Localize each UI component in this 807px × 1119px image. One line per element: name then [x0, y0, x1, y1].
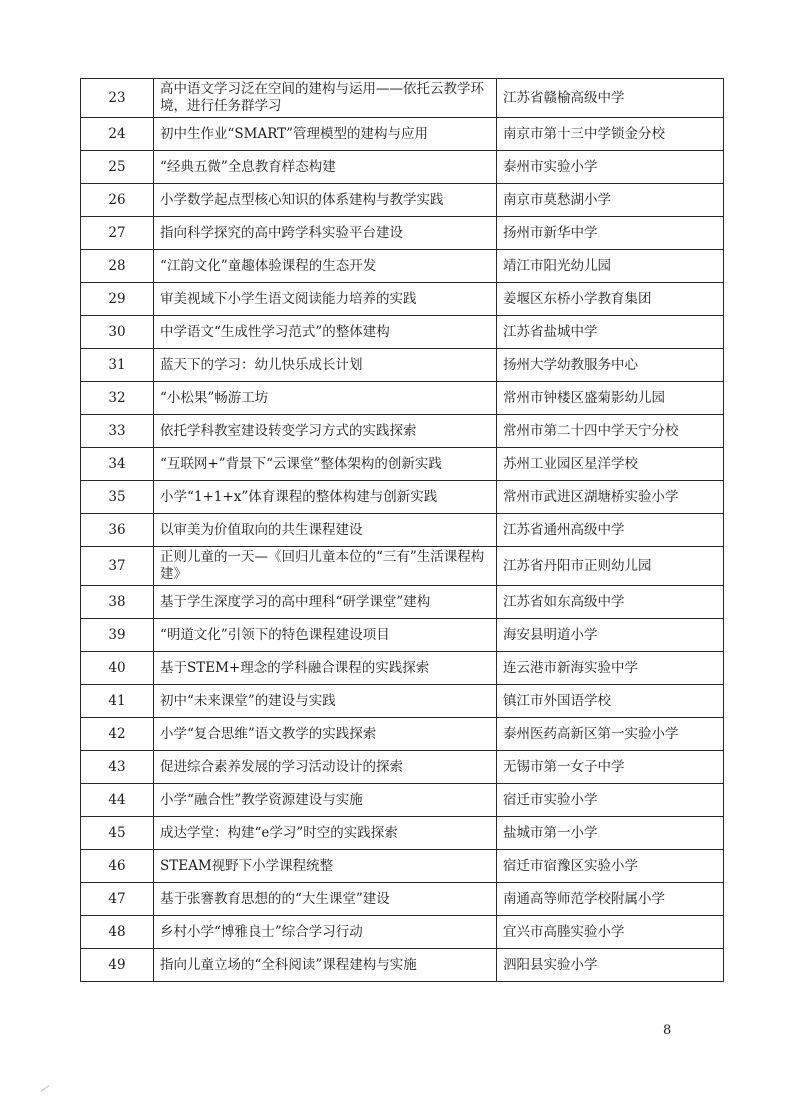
table-row [81, 448, 724, 481]
project-title: 审美视域下小学生语文阅读能力培养的实践 [154, 283, 497, 316]
project-list-table [80, 78, 724, 982]
school-name: 江苏省赣榆高级中学 [497, 79, 724, 118]
table-row [81, 184, 724, 217]
table-row [81, 217, 724, 250]
school-name: 泰州市实验小学 [497, 151, 724, 184]
school-name: 宜兴市高塍实验小学 [497, 916, 724, 949]
school-name: 常州市钟楼区盛菊影幼儿园 [497, 382, 724, 415]
school-name: 苏州工业园区星洋学校 [497, 448, 724, 481]
page-number: 8 [663, 1023, 672, 1038]
row-number: 28 [81, 250, 154, 283]
project-title: 基于STEM+理念的学科融合课程的实践探索 [154, 652, 497, 685]
table-row [81, 79, 724, 118]
row-number: 36 [81, 514, 154, 547]
table-row [81, 250, 724, 283]
table-row [81, 283, 724, 316]
table-row [81, 817, 724, 850]
project-title: 小学“融合性”教学资源建设与实施 [154, 784, 497, 817]
table-row [81, 514, 724, 547]
table-row [81, 586, 724, 619]
row-number: 38 [81, 586, 154, 619]
table-row [81, 481, 724, 514]
row-number: 48 [81, 916, 154, 949]
row-number: 31 [81, 349, 154, 382]
project-title: 正则儿童的一天—《回归儿童本位的“三有”生活课程构建》 [154, 547, 497, 586]
table-row [81, 652, 724, 685]
row-number: 40 [81, 652, 154, 685]
table-row [81, 916, 724, 949]
table-row [81, 883, 724, 916]
school-name: 江苏省通州高级中学 [497, 514, 724, 547]
row-number: 39 [81, 619, 154, 652]
row-number: 34 [81, 448, 154, 481]
school-name: 宿迁市宿豫区实验小学 [497, 850, 724, 883]
school-name: 江苏省如东高级中学 [497, 586, 724, 619]
table-row [81, 619, 724, 652]
row-number: 47 [81, 883, 154, 916]
school-name: 海安县明道小学 [497, 619, 724, 652]
school-name: 无锡市第一女子中学 [497, 751, 724, 784]
row-number: 46 [81, 850, 154, 883]
row-number: 44 [81, 784, 154, 817]
school-name: 南京市第十三中学锁金分校 [497, 118, 724, 151]
row-number: 30 [81, 316, 154, 349]
row-number: 23 [81, 79, 154, 118]
table-row [81, 718, 724, 751]
school-name: 姜堰区东桥小学教育集团 [497, 283, 724, 316]
project-title: 高中语文学习泛在空间的建构与运用——依托云教学环境，进行任务群学习 [154, 79, 497, 118]
project-title: 小学数学起点型核心知识的体系建构与教学实践 [154, 184, 497, 217]
project-title: “小松果”畅游工坊 [154, 382, 497, 415]
table-row [81, 382, 724, 415]
row-number: 43 [81, 751, 154, 784]
table-row [81, 547, 724, 586]
row-number: 33 [81, 415, 154, 448]
project-title: 指向科学探究的高中跨学科实验平台建设 [154, 217, 497, 250]
project-title: “互联网+”背景下“云课堂”整体架构的创新实践 [154, 448, 497, 481]
school-name: 连云港市新海实验中学 [497, 652, 724, 685]
table-row [81, 415, 724, 448]
project-title: 以审美为价值取向的共生课程建设 [154, 514, 497, 547]
project-title: 小学“1+1+x”体育课程的整体构建与创新实践 [154, 481, 497, 514]
project-title: “江韵文化”童趣体验课程的生态开发 [154, 250, 497, 283]
row-number: 26 [81, 184, 154, 217]
row-number: 45 [81, 817, 154, 850]
project-list-body [81, 79, 724, 982]
row-number: 25 [81, 151, 154, 184]
project-title: “明道文化”引领下的特色课程建设项目 [154, 619, 497, 652]
table-row [81, 349, 724, 382]
school-name: 江苏省丹阳市正则幼儿园 [497, 547, 724, 586]
project-title: 乡村小学“博雅良士”综合学习行动 [154, 916, 497, 949]
school-name: 扬州大学幼教服务中心 [497, 349, 724, 382]
scan-mark [41, 1085, 50, 1092]
table-row [81, 685, 724, 718]
school-name: 常州市武进区湖塘桥实验小学 [497, 481, 724, 514]
school-name: 宿迁市实验小学 [497, 784, 724, 817]
row-number: 41 [81, 685, 154, 718]
table-row [81, 784, 724, 817]
row-number: 42 [81, 718, 154, 751]
project-title: 基于学生深度学习的高中理科“研学课堂”建构 [154, 586, 497, 619]
project-title: 指向儿童立场的“全科阅读”课程建构与实施 [154, 949, 497, 982]
project-title: 依托学科教室建设转变学习方式的实践探索 [154, 415, 497, 448]
row-number: 24 [81, 118, 154, 151]
project-title: 成达学堂：构建“e学习”时空的实践探索 [154, 817, 497, 850]
row-number: 35 [81, 481, 154, 514]
school-name: 盐城市第一小学 [497, 817, 724, 850]
school-name: 靖江市阳光幼儿园 [497, 250, 724, 283]
project-title: 促进综合素养发展的学习活动设计的探索 [154, 751, 497, 784]
project-title: 初中生作业“SMART”管理模型的建构与应用 [154, 118, 497, 151]
project-title: STEAM视野下小学课程统整 [154, 850, 497, 883]
school-name: 常州市第二十四中学天宁分校 [497, 415, 724, 448]
school-name: 扬州市新华中学 [497, 217, 724, 250]
row-number: 49 [81, 949, 154, 982]
school-name: 泗阳县实验小学 [497, 949, 724, 982]
project-title: 初中“未来课堂”的建设与实践 [154, 685, 497, 718]
project-title: 基于张謇教育思想的的“大生课堂”建设 [154, 883, 497, 916]
row-number: 32 [81, 382, 154, 415]
school-name: 南通高等师范学校附属小学 [497, 883, 724, 916]
row-number: 37 [81, 547, 154, 586]
school-name: 南京市莫愁湖小学 [497, 184, 724, 217]
project-title: 小学“复合思维”语文教学的实践探索 [154, 718, 497, 751]
school-name: 江苏省盐城中学 [497, 316, 724, 349]
school-name: 泰州医药高新区第一实验小学 [497, 718, 724, 751]
table-row [81, 751, 724, 784]
row-number: 29 [81, 283, 154, 316]
table-row [81, 949, 724, 982]
school-name: 镇江市外国语学校 [497, 685, 724, 718]
row-number: 27 [81, 217, 154, 250]
table-row [81, 118, 724, 151]
table-row [81, 151, 724, 184]
table-row [81, 316, 724, 349]
project-title: “经典五微”全息教育样态构建 [154, 151, 497, 184]
project-title: 中学语文“生成性学习范式”的整体建构 [154, 316, 497, 349]
table-row [81, 850, 724, 883]
project-title: 蓝天下的学习：幼儿快乐成长计划 [154, 349, 497, 382]
